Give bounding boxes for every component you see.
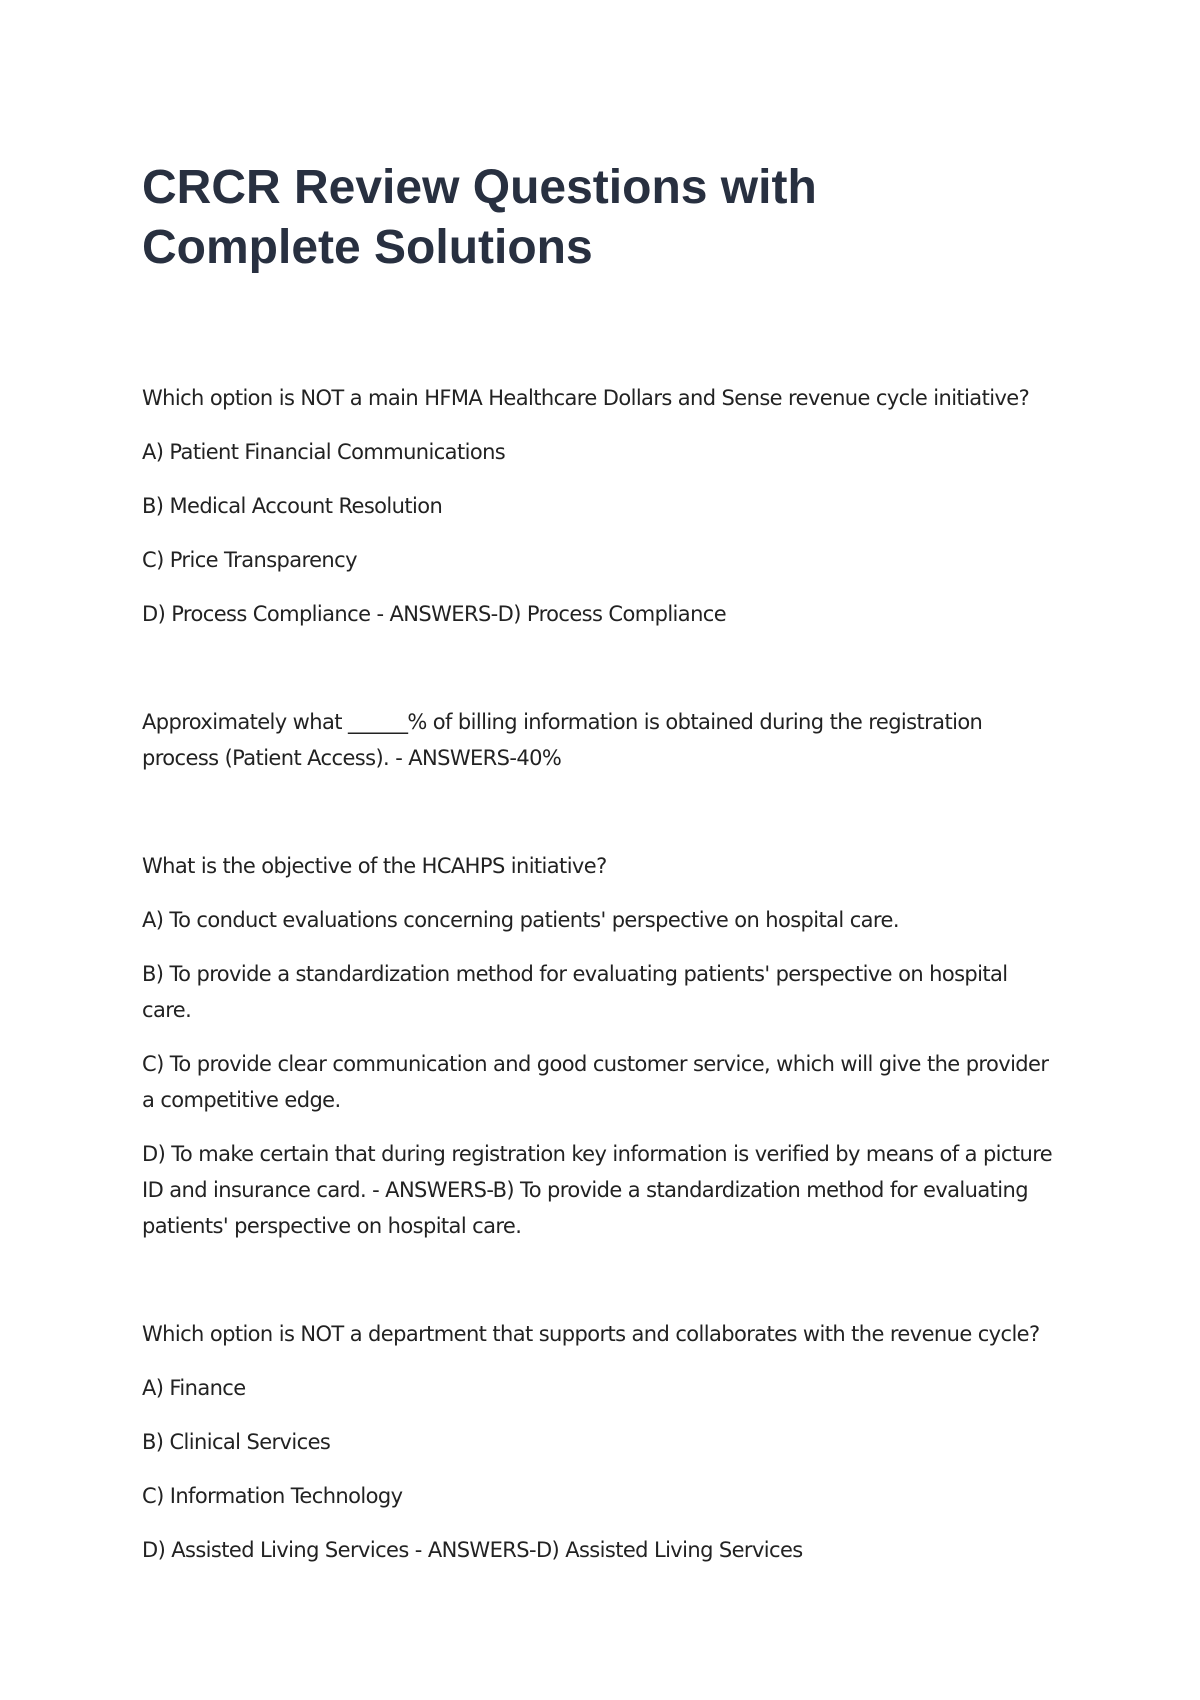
question-text: Approximately what ______% of billing information is obtained during the registration process (Patient Access). - ANSWERS-40%	[142, 710, 983, 770]
answer-option: A) To conduct evaluations concerning patients' perspective on hospital care.	[142, 908, 899, 932]
question-block-3	[142, 848, 1062, 1244]
answer-option: D) Assisted Living Services - ANSWERS-D) Assisted Living Services	[142, 1538, 803, 1562]
page-title-line-1: CRCR Review Questions with	[142, 161, 817, 214]
question-text: Which option is NOT a department that supports and collaborates with the revenue cycle?	[142, 1322, 1040, 1346]
page-title-line-2: Complete Solutions	[142, 221, 593, 274]
answer-option: B) Medical Account Resolution	[142, 494, 443, 518]
question-block-2	[142, 704, 1062, 776]
answer-option: B) To provide a standardization method for evaluating patients' perspective on hospital care.	[142, 962, 1008, 1022]
answer-option: D) Process Compliance - ANSWERS-D) Process Compliance	[142, 602, 727, 626]
answer-option: A) Finance	[142, 1376, 246, 1400]
question-text: What is the objective of the HCAHPS initiative?	[142, 854, 607, 878]
answer-option: C) To provide clear communication and good customer service, which will give the provider a competitive edge.	[142, 1052, 1049, 1112]
questions-list	[142, 380, 1062, 1586]
answer-option: D) To make certain that during registration key information is verified by means of a picture ID and insurance card. - ANSWERS-B) To provide a standardization method for evaluating patients' perspective on hospital care.	[142, 1142, 1053, 1238]
question-text: Which option is NOT a main HFMA Healthcare Dollars and Sense revenue cycle initiative?	[142, 386, 1030, 410]
answer-option: B) Clinical Services	[142, 1430, 331, 1454]
answer-option: A) Patient Financial Communications	[142, 440, 506, 464]
question-block-1	[142, 380, 1062, 632]
page-title	[142, 158, 1042, 278]
question-block-4	[142, 1316, 1062, 1568]
answer-option: C) Price Transparency	[142, 548, 357, 572]
answer-option: C) Information Technology	[142, 1484, 403, 1508]
